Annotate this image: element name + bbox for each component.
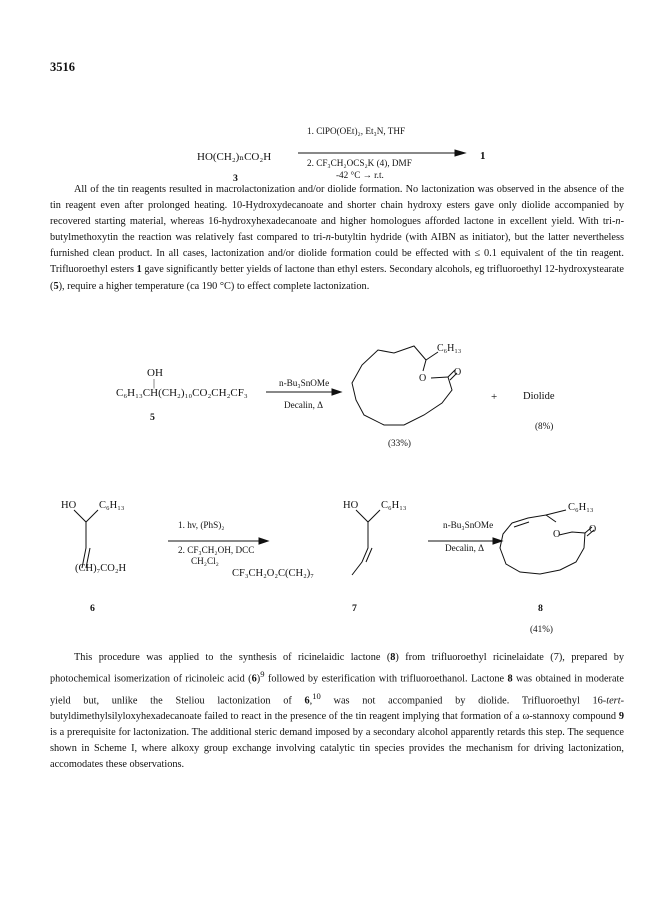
compound-8-substituent-bond — [546, 510, 566, 515]
compound-6-substituent: C₆H₁₃ — [99, 500, 125, 511]
scheme3-step1: 1. hv, (PhS)₂ — [178, 520, 225, 530]
compound-8-ring — [500, 515, 585, 574]
compound-6-hydroxy: HO — [61, 500, 77, 511]
diolide-label: Diolide — [523, 391, 555, 402]
lactone-carbonyl-bond — [448, 370, 457, 380]
compound-8-double-bond — [514, 522, 529, 527]
compound-7-skeleton — [352, 510, 380, 575]
compound-7-chain: CF₃CH₂O₂C(CH₂)₇ — [232, 568, 314, 579]
scheme1-step1: 1. ClPO(OEt)₂, Et₃N, THF — [307, 126, 406, 136]
compound-8-label: 8 — [538, 603, 543, 614]
compound-3-label: 3 — [233, 173, 238, 184]
scheme3-step2: 2. CF₃CH₂OH, DCC — [178, 545, 255, 555]
lactone-substituent: C₆H₁₃ — [437, 343, 462, 354]
compound-6-chain: (CH)₇CO₂H — [75, 563, 127, 574]
hydroxy-bond: | — [153, 378, 156, 389]
scheme3-conditions: Decalin, Δ — [445, 543, 485, 553]
paragraph-1: All of the tin reagents resulted in macrolactonization and/or diolide formation. No lactonization was observed in the absence of the tin reagent even after prolonged heating. 10-Hydroxydecanoate and shorter chain hydroxy esters gave only diolide accompanied by recovered starting material, whereas 16-hydroxyhexadecanoate and higher homologues afforded lactone in excellent yield. With tri-n-butylmethoxytin the reaction was relatively fast compared to tri-n-butyltin hydride (with AIBN as initiator), but the latter nevertheless furnished clean product. In all cases, lactonization and/or diolide formation could be effected with ≤ 0.1 equivalent of the tin reagent. Trifluoroethyl esters 1 gave significantly better yields of lactone than ethyl esters. Secondary alcohols, eg trifluoroethyl 12-hydroxystearate (5), require a higher temperature (ca 190 °C) to effect complete lactonization. — [50, 184, 624, 292]
compound-7-substituent: C₆H₁₃ — [381, 500, 407, 511]
compound-7-label: 7 — [352, 603, 357, 614]
lactone-ring-bonds — [423, 352, 448, 378]
scheme1-arrowhead — [455, 150, 465, 156]
compound-8-ring-oxygen: O — [553, 529, 561, 540]
compound-5-label: 5 — [150, 412, 155, 423]
scheme3-solvent: CH₂Cl₂ — [191, 556, 219, 566]
diolide-yield: (8%) — [535, 421, 554, 431]
plus-sign: + — [491, 391, 498, 403]
page-number: 3516 — [50, 60, 75, 74]
compound-3-formula: HO(CH₂)ₙCO₂H — [197, 151, 272, 163]
lactone-yield: (33%) — [388, 438, 411, 448]
compound-8-yield: (41%) — [530, 624, 553, 634]
compound-8-carbonyl-oxygen: O — [589, 524, 597, 535]
scheme1-step2: 2. CF₃CH₂OCS₂K (4), DMF — [307, 158, 412, 168]
macrolactone-ring — [352, 346, 452, 425]
compound-6-skeleton — [74, 510, 98, 568]
scheme1-conditions: -42 °C → r.t. — [336, 170, 384, 180]
compound-5-formula: C₆H₁₃CH(CH₂)₁₀CO₂CH₂CF₃ — [116, 387, 248, 399]
scheme2-conditions: Decalin, Δ — [284, 400, 324, 410]
lactone-carbonyl-oxygen: O — [454, 367, 462, 378]
compound-8-carbonyl-bond — [585, 527, 594, 536]
hydroxy-label: OH — [147, 367, 163, 379]
compound-8-substituent: C₆H₁₃ — [568, 502, 594, 513]
compound-7-hydroxy: HO — [343, 500, 359, 511]
lactone-ring-oxygen: O — [419, 373, 427, 384]
scheme3-arrowhead1 — [259, 538, 268, 544]
scheme2-arrowhead — [332, 389, 341, 395]
scheme2-reagent: n-Bu₃SnOMe — [279, 378, 330, 388]
scheme3-reagent: n-Bu₃SnOMe — [443, 520, 494, 530]
paragraph-2: This procedure was applied to the synthesis of ricinelaidic lactone (8) from trifluoroethyl ricinelaidate (7), prepared by photochemical isomerization of ricinoleic acid $(6)^9$ followed by esterification with trifluoroethanol. Lactone 8 was obtained in moderate yield but, unlike the Steliou lactonization of 6,10 was not accompanied by diolide. Trifluoroethyl 16-tert-butyldimethylsilyloxyhexadecanoate failed to react in the presence of the tin reagent implying that formation of a ω-stannoxy compound 9 is a prerequisite for lactonization. The additional steric demand imposed by a secondary alcohol apparently retards this step. The sequence shown in Scheme I, where alkoxy group exchange involving catalytic tin species provides the mechanism for driving lactonization, accomodates these observations. — [50, 652, 624, 771]
compound-6-label: 6 — [90, 603, 95, 614]
compound-1-label: 1 — [480, 150, 486, 162]
